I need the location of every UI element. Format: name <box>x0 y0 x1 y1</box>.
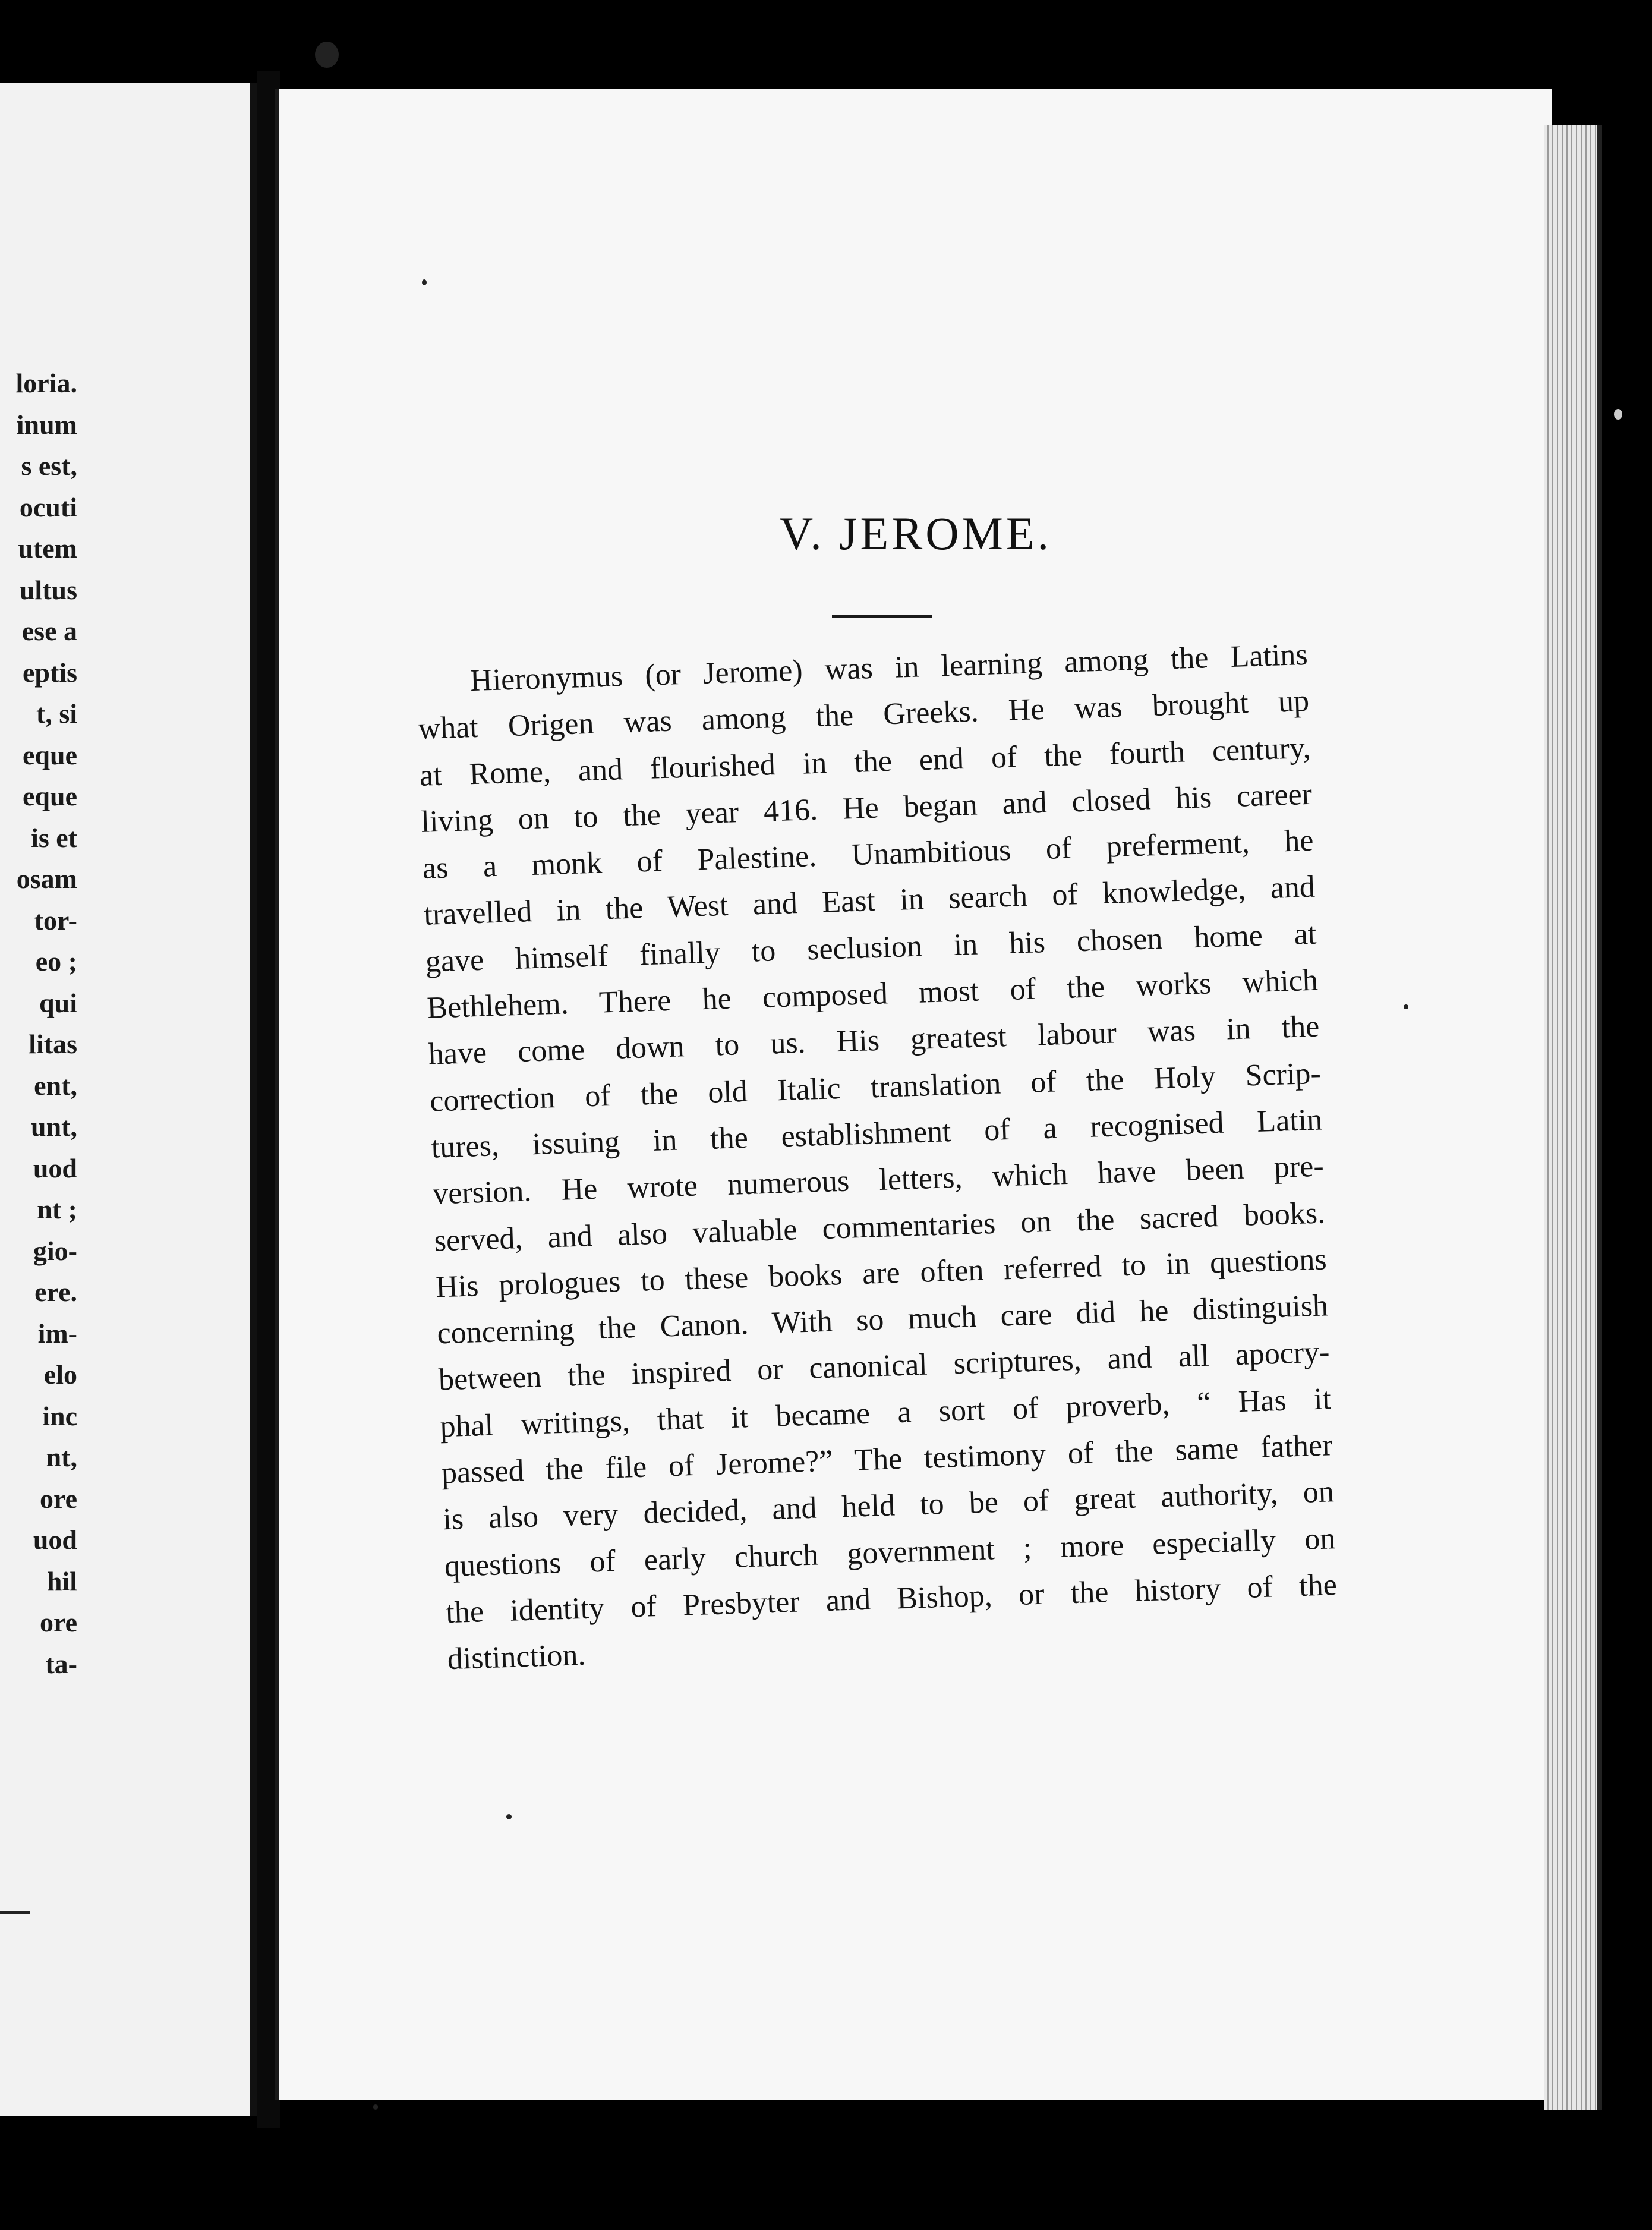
left-fragment: utem <box>18 533 77 563</box>
left-fragment: im- <box>37 1318 77 1349</box>
print-speck <box>1614 409 1622 420</box>
left-page-text-fragments <box>0 363 77 1684</box>
left-fragment: uod <box>33 1152 77 1183</box>
left-fragment: gio- <box>33 1235 77 1266</box>
left-fragment: ta- <box>45 1648 77 1679</box>
left-fragment: ent, <box>34 1070 77 1101</box>
print-speck <box>422 279 427 285</box>
left-fragment: ultus <box>19 574 77 605</box>
left-fragment: ore <box>39 1607 77 1637</box>
left-page-rule <box>0 1911 30 1914</box>
main-page <box>275 89 1552 2100</box>
text-line: His prologues to these books are often referred to in questions <box>435 1242 1328 1305</box>
left-fragment: eo ; <box>35 946 77 977</box>
left-fragment: s est, <box>21 451 77 481</box>
left-fragment: elo <box>43 1359 77 1390</box>
left-fragment: inum <box>16 409 77 440</box>
left-fragment: litas <box>29 1029 77 1059</box>
print-speck <box>373 2104 378 2110</box>
print-speck <box>506 1814 512 1819</box>
text-line: between the inspired or canonical scriptures, and all apocry- <box>438 1335 1331 1397</box>
left-fragment: t, si <box>36 698 77 729</box>
print-speck <box>315 42 339 68</box>
print-speck <box>1404 1004 1408 1009</box>
text-line: questions of early church government ; more especially on <box>444 1521 1336 1583</box>
text-line: have come down to us. His greatest labour was in the <box>427 1009 1320 1072</box>
text-line: is also very decided, and held to be of great authority, on <box>442 1475 1335 1537</box>
left-fragment: ere. <box>34 1277 77 1307</box>
text-line: concerning the Canon. With so much care did he distinguish <box>436 1289 1329 1351</box>
left-fragment: hil <box>46 1566 77 1596</box>
body-paragraph <box>416 632 1339 1683</box>
left-fragment: is et <box>31 822 77 853</box>
left-fragment: unt, <box>31 1111 77 1142</box>
chapter-title: V. JEROME. <box>779 508 1052 559</box>
text-line: version. He wrote numerous letters, which have been pre- <box>432 1149 1325 1211</box>
text-line: what Origen was among the Greeks. He was brought up <box>417 684 1310 747</box>
title-rule <box>832 615 932 618</box>
text-line: the identity of Presbyter and Bishop, or the history of the <box>445 1568 1338 1630</box>
text-line: phal writings, that it became a sort of proverb, “ Has it <box>439 1382 1332 1444</box>
text-line: served, and also valuable commentaries on the sacred books. <box>433 1195 1326 1258</box>
text-line: as a monk of Palestine. Unambitious of preferment, he <box>422 823 1314 886</box>
left-facing-page <box>0 83 258 2116</box>
page-edges <box>1544 125 1602 2110</box>
text-line: tures, issuing in the establishment of a recognised Latin <box>430 1103 1323 1165</box>
text-line: passed the file of Jerome?” The testimony of the same father <box>441 1428 1333 1491</box>
text-line: Hieronymus (or Jerome) was in learning among the Latins <box>469 637 1309 698</box>
text-line: Bethlehem. There he composed most of the works which <box>426 963 1319 1025</box>
left-fragment: ore <box>39 1483 77 1514</box>
text-line: at Rome, and flourished in the end of the fourth century, <box>419 730 1311 793</box>
text-line: distinction. <box>446 1638 587 1677</box>
left-fragment: qui <box>39 987 77 1018</box>
left-fragment: ocuti <box>19 492 77 522</box>
text-line: travelled in the West and East in search of knowledge, and <box>423 870 1316 933</box>
left-fragment: ese a <box>21 616 77 646</box>
left-fragment: loria. <box>15 368 77 398</box>
left-fragment: inc <box>42 1400 77 1431</box>
left-fragment: uod <box>33 1525 77 1555</box>
left-fragment: nt ; <box>37 1194 77 1224</box>
text-line: correction of the old Italic translation of the Holy Scrip- <box>429 1056 1322 1119</box>
left-fragment: eptis <box>23 657 77 688</box>
text-line: gave himself finally to seclusion in his chosen home at <box>425 916 1317 979</box>
left-fragment: eque <box>23 781 77 811</box>
text-line: living on to the year 416. He began and closed his career <box>420 777 1313 839</box>
left-fragment: nt, <box>46 1442 77 1472</box>
left-fragment: osam <box>16 864 77 894</box>
left-fragment: eque <box>23 739 77 770</box>
left-fragment: tor- <box>34 905 77 936</box>
